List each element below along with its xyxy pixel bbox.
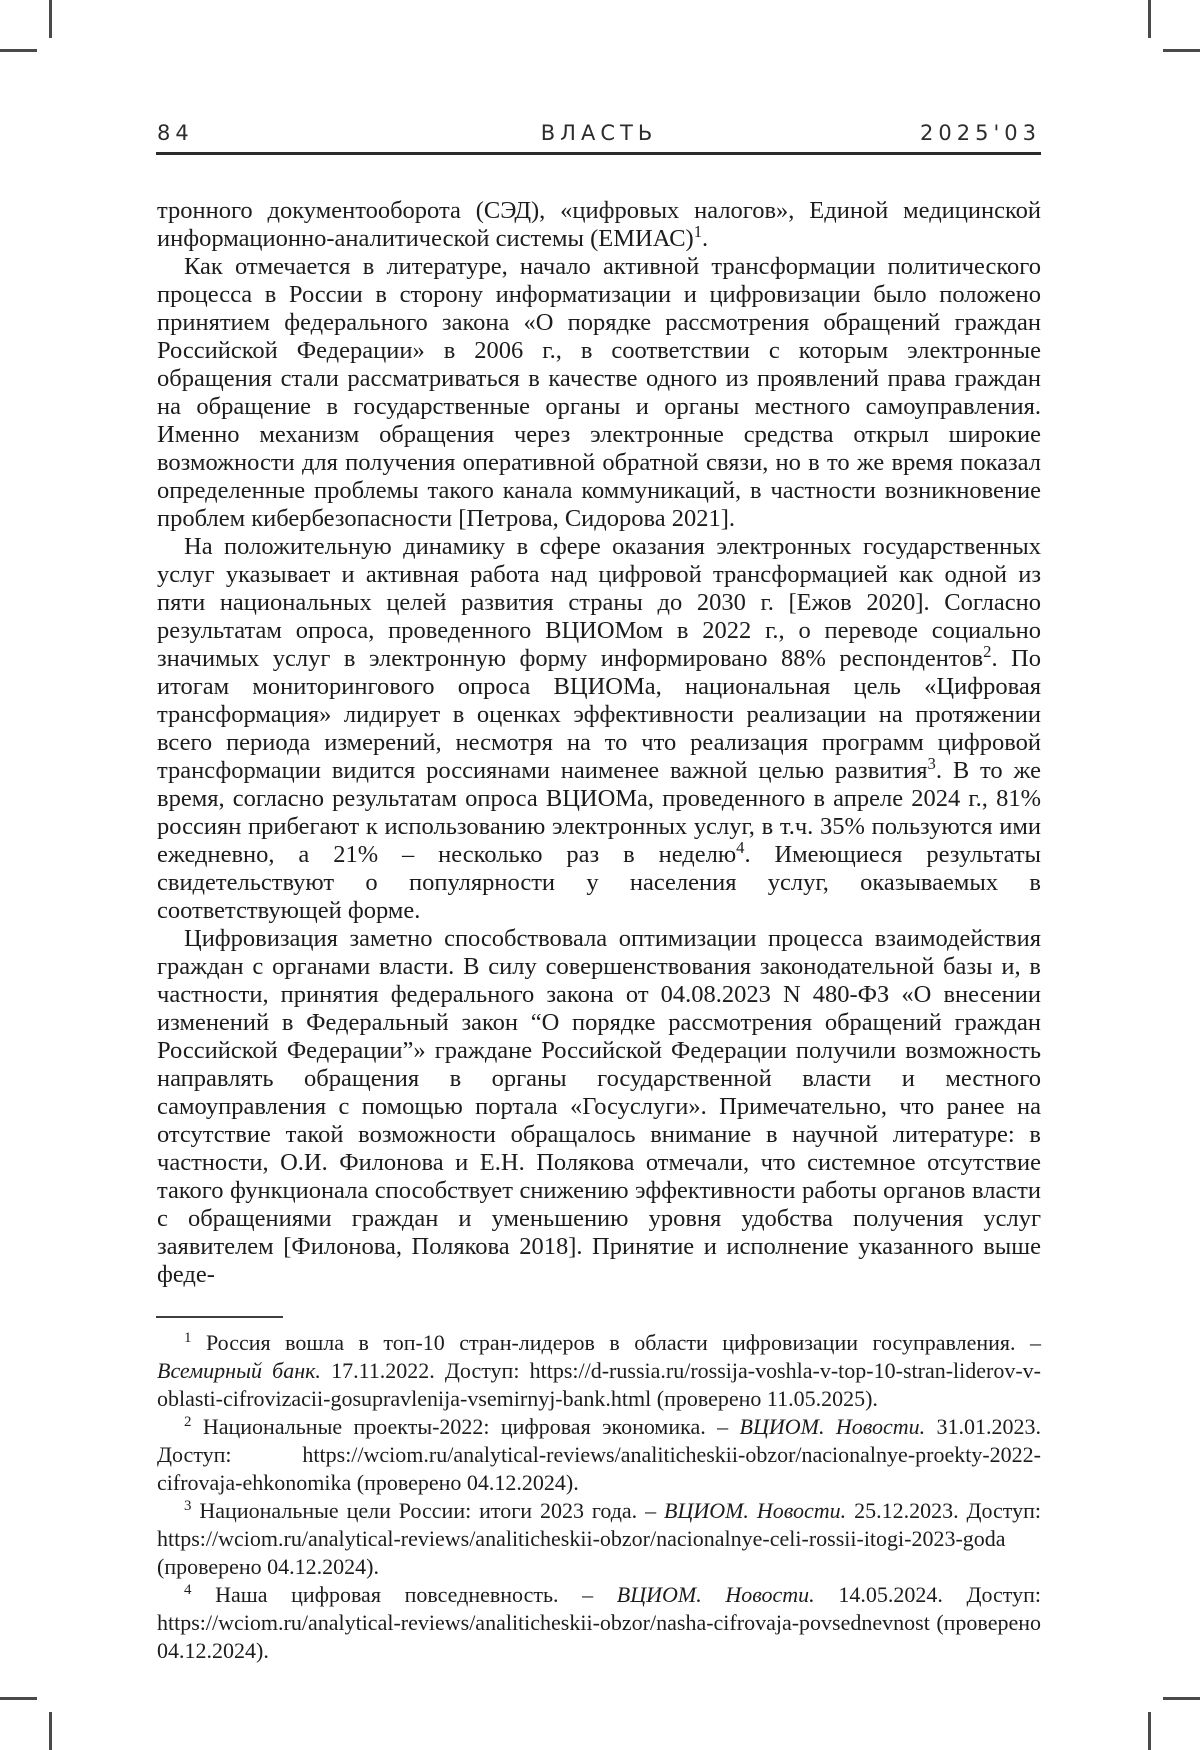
- text-run: . По итогам мониторингового опроса ВЦИОМа, национальная цель «Цифровая трансформация» лидирует в оценках эффективности реализации на протяжении всего периода измерений, несмотря на то что реализация программ цифровой трансформации видится россиянами наименее важной целью развития: [157, 645, 1041, 784]
- text-run: Всемирный банк.: [157, 1358, 321, 1383]
- body-paragraph: [157, 197, 1041, 253]
- footnote: [157, 1329, 1041, 1413]
- running-head: [157, 121, 1041, 145]
- text-run: 14.05.2024. Доступ: https://wciom.ru/analytical-reviews/analiticheskii-obzor/nasha-cifrovaja-povsednevnost (проверено 04.12.2024).: [157, 1582, 1042, 1663]
- crop-mark-top-left-vertical: [49, 0, 52, 38]
- crop-mark-bottom-left-vertical: [49, 1712, 52, 1750]
- text-run: ВЦИОМ. Новости.: [664, 1498, 847, 1523]
- header-rule: [156, 152, 1041, 155]
- body-paragraph: [157, 925, 1041, 1289]
- text-run: 25.12.2023. Доступ: https://wciom.ru/analytical-reviews/analiticheskii-obzor/nacionalnye-celi-rossii-itogi-2023-goda (проверено 04.12.2024).: [157, 1498, 1042, 1579]
- footnote-number: 4: [184, 1581, 192, 1598]
- footnote-separator: [156, 1316, 283, 1318]
- text-run: . Имеющиеся результаты свидетельствуют о популярности у населения услуг, оказываемых в соответствующей форме.: [157, 841, 1041, 924]
- text-run: .: [702, 225, 709, 252]
- body-paragraph: [157, 533, 1041, 925]
- text-run: Как отмечается в литературе, начало активной трансформации политического процесса в России в сторону информатизации и цифровизации было положено принятием федерального закона «О порядке рассмотрения обращений граждан Российской Федерации» в 2006 г., в соответствии с которым электронные обращения стали рассматриваться в качестве одного из проявлений права граждан на обращение в государственные органы и органы местного самоуправления. Именно механизм обращения через электронные средства открыл широкие возможности для получения оперативной обратной связи, но в то же время показал определенные проблемы такого канала коммуникаций, в частности возникновение проблем кибербезопасности [Петрова, Сидорова 2021].: [157, 253, 1041, 532]
- text-run: Цифровизация заметно способствовала оптимизации процесса взаимодействия граждан с органами власти. В силу совершенствования законодательной базы и, в частности, принятия федерального закона от 04.08.2023 N 480-ФЗ «О внесении изменений в Федеральный закон “О порядке рассмотрения обращений граждан Российской Федерации”» граждане Российской Федерации получили возможность направлять обращения в органы государственной власти и местного самоуправления с помощью портала «Госуслуги». Примечательно, что ранее на отсутствие такой возможности обращалось внимание в научной литературе: в частности, О.И. Филонова и Е.Н. Полякова отмечали, что системное отсутствие такого функционала способствует снижению эффективности работы органов власти с обращениями граждан и уменьшению уровня удобства получения услуг заявителем [Филонова, Полякова 2018]. Принятие и исполнение указанного выше феде-: [157, 925, 1041, 1288]
- crop-mark-bottom-left-horizontal: [0, 1697, 37, 1700]
- footnote: [157, 1581, 1041, 1665]
- footnote-ref-number: 3: [927, 753, 936, 773]
- text-run: Национальные проекты-2022: цифровая экономика. –: [202, 1414, 740, 1439]
- crop-mark-bottom-right-vertical: [1148, 1712, 1151, 1750]
- text-run: ВЦИОМ. Новости.: [739, 1414, 926, 1439]
- article-body: [157, 197, 1041, 1289]
- journal-title: ВЛАСТЬ: [540, 121, 658, 145]
- text-run: ВЦИОМ. Новости.: [616, 1582, 815, 1607]
- crop-mark-top-left-horizontal: [0, 49, 37, 52]
- footnote-ref-number: 1: [693, 221, 703, 241]
- footnotes: [157, 1329, 1041, 1665]
- crop-mark-top-right-horizontal: [1163, 49, 1200, 52]
- issue-label: 2025'03: [920, 121, 1041, 145]
- text-run: Национальные цели России: итоги 2023 года. –: [199, 1498, 664, 1523]
- text-run: . В то же время, согласно результатам опроса ВЦИОМа, проведенного в апреле 2024 г., 81% россиян прибегают к использованию электронных услуг, в т.ч. 35% пользуются ими ежедневно, а 21% – несколько раз в неделю: [157, 757, 1041, 868]
- footnote-ref-number: 2: [983, 641, 992, 661]
- footnote-number: 3: [184, 1497, 192, 1514]
- text-run: На положительную динамику в сфере оказания электронных государственных услуг указывает и активная работа над цифровой трансформацией как одной из пяти национальных целей развития страны до 2030 г. [Ежов 2020]. Согласно результатам опроса, проведенного ВЦИОМом в 2022 г., о переводе социально значимых услуг в электронную форму информировано 88% респондентов: [157, 533, 1041, 672]
- body-paragraph: [157, 253, 1041, 533]
- text-run: Россия вошла в топ-10 стран-лидеров в области цифровизации госуправления. –: [205, 1330, 1041, 1355]
- footnote: [157, 1413, 1041, 1497]
- text-run: 17.11.2022. Доступ: https://d-russia.ru/rossija-voshla-v-top-10-stran-liderov-v-oblasti-cifrovizacii-gosupravlenija-vsemirnyj-bank.html (проверено 11.05.2025).: [157, 1358, 1041, 1411]
- text-run: тронного документооборота (СЭД), «цифровых налогов», Единой медицинской информационно-аналитической системы (ЕМИАС): [157, 197, 1041, 252]
- crop-mark-bottom-right-horizontal: [1163, 1697, 1200, 1700]
- crop-mark-top-right-vertical: [1148, 0, 1151, 38]
- footnote-number: 2: [184, 1413, 192, 1430]
- page-number: 84: [157, 121, 194, 145]
- footnote-number: 1: [184, 1329, 192, 1346]
- footnote-ref-number: 4: [736, 837, 745, 857]
- text-run: Наша цифровая повседневность. –: [215, 1582, 617, 1607]
- text-run: 31.01.2023. Доступ: https://wciom.ru/analytical-reviews/analiticheskii-obzor/nacionalnye-proekty-2022-cifrovaja-ehkonomika (проверено 04.12.2024).: [157, 1414, 1041, 1495]
- footnote: [157, 1497, 1041, 1581]
